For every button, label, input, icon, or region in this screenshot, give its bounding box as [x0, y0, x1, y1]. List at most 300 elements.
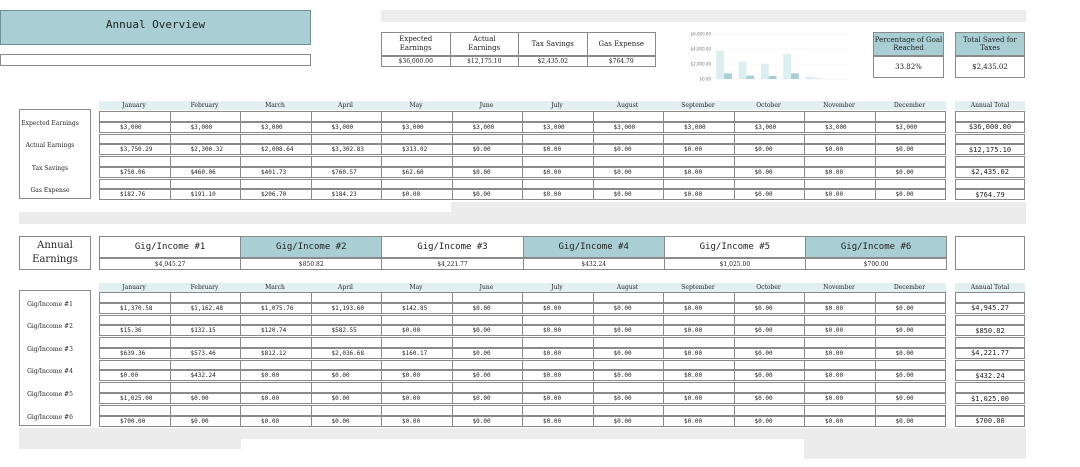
gig-value-cell[interactable]: $0.00: [875, 348, 947, 359]
overview-value-cell[interactable]: $0.00: [804, 189, 876, 200]
overview-value-cell[interactable]: $0.00: [452, 167, 524, 178]
gig-value-cell[interactable]: $573.46: [170, 348, 242, 359]
saved-value: $2,435.02: [972, 63, 1008, 71]
gig-annual-total-cell: $1,025.00: [955, 393, 1025, 404]
gig-value-cell[interactable]: $700.00: [99, 416, 171, 427]
gig-value-cell[interactable]: $0.00: [875, 325, 947, 336]
gig-blank-cell[interactable]: [663, 405, 735, 416]
gig-value-cell[interactable]: $0.00: [311, 416, 383, 427]
overview-value-cell[interactable]: $3,000: [522, 122, 594, 133]
gig-blank-cell[interactable]: [522, 405, 594, 416]
overview-row-label: Gas Expense: [30, 187, 70, 194]
gig-value-cell[interactable]: $0.00: [593, 303, 665, 314]
goal-label: Percentage of Goal Reached: [874, 36, 943, 52]
gig-blank-cell[interactable]: [734, 337, 806, 348]
overview-blank-cell[interactable]: [734, 156, 806, 167]
overview-blank-cell[interactable]: [170, 134, 242, 145]
gig-value-cell[interactable]: $0.00: [452, 325, 524, 336]
gig-blank-cell[interactable]: [804, 315, 876, 326]
gig-value-cell[interactable]: $15.36: [99, 325, 171, 336]
gig-blank-cell[interactable]: [381, 405, 453, 416]
gig-blank-cell[interactable]: [170, 315, 242, 326]
gig-value-cell[interactable]: $0.00: [381, 325, 453, 336]
overview-blank-cell[interactable]: [522, 111, 594, 122]
overview-value-cell[interactable]: $3,000: [99, 122, 171, 133]
overview-value-cell[interactable]: $184.23: [311, 189, 383, 200]
mid-gray-band-1: [451, 202, 1026, 212]
gig-value-cell[interactable]: $0.00: [593, 325, 665, 336]
overview-value-cell[interactable]: $760.57: [311, 167, 383, 178]
overview-blank-cell[interactable]: [452, 179, 524, 190]
gig-blank-cell[interactable]: [875, 382, 947, 393]
gig-blank-cell[interactable]: [875, 405, 947, 416]
gig-value-cell[interactable]: $0.00: [663, 370, 735, 381]
gig-blank-cell[interactable]: [452, 382, 524, 393]
gig-value-cell[interactable]: $0.00: [734, 303, 806, 314]
gig-blank-cell[interactable]: [240, 292, 312, 303]
overview-value-cell[interactable]: $3,000: [240, 122, 312, 133]
overview-value-cell[interactable]: $182.76: [99, 189, 171, 200]
overview-blank-cell[interactable]: [240, 111, 312, 122]
gig-value-cell[interactable]: $1,025.00: [99, 393, 171, 404]
overview-blank-cell[interactable]: [99, 134, 171, 145]
gig-value-cell[interactable]: $0.00: [875, 303, 947, 314]
overview-value-cell[interactable]: $3,000: [381, 122, 453, 133]
gig-value-cell[interactable]: $432.24: [170, 370, 242, 381]
gig-row-label: Gig/Income #5: [27, 391, 73, 398]
gig-value-cell[interactable]: $0.00: [593, 393, 665, 404]
gig-blank-cell[interactable]: [875, 292, 947, 303]
gig-total-blank: [955, 382, 1025, 393]
gig-blank-cell[interactable]: [170, 382, 242, 393]
gig-blank-cell[interactable]: [663, 382, 735, 393]
gig-blank-cell[interactable]: [452, 292, 524, 303]
page-title-box: [0, 10, 311, 45]
gig-blank-cell[interactable]: [99, 292, 171, 303]
overview-blank-cell[interactable]: [452, 134, 524, 145]
overview-blank-cell[interactable]: [240, 179, 312, 190]
overview-value-cell[interactable]: $0.00: [522, 167, 594, 178]
gig-row-label-column: [19, 290, 91, 426]
gig-value-cell[interactable]: $0.00: [875, 393, 947, 404]
mini-chart-bar: [791, 73, 799, 79]
overview-total-blank: [955, 134, 1025, 145]
overview-value-cell[interactable]: $2,300.32: [170, 144, 242, 155]
gig-value-cell[interactable]: $0.00: [452, 416, 524, 427]
gig-blank-cell[interactable]: [311, 405, 383, 416]
gig-value-cell[interactable]: $0.00: [734, 416, 806, 427]
gig-value-cell[interactable]: $0.00: [875, 416, 947, 427]
overview-blank-cell[interactable]: [311, 179, 383, 190]
gig-blank-cell[interactable]: [522, 360, 594, 371]
overview-value-cell[interactable]: $0.00: [875, 144, 947, 155]
overview-blank-cell[interactable]: [311, 156, 383, 167]
overview-value-cell[interactable]: $0.00: [804, 144, 876, 155]
overview-value-cell[interactable]: $3,000: [170, 122, 242, 133]
gig-blank-cell[interactable]: [311, 315, 383, 326]
gig-value-cell[interactable]: $0.00: [663, 416, 735, 427]
gig-value-cell[interactable]: $0.00: [734, 348, 806, 359]
saved-label: Total Saved for Taxes: [963, 36, 1017, 52]
gig-blank-cell[interactable]: [381, 315, 453, 326]
overview-value-cell[interactable]: $3,000: [452, 122, 524, 133]
overview-blank-cell[interactable]: [593, 111, 665, 122]
overview-value-cell[interactable]: $0.00: [452, 144, 524, 155]
overview-blank-cell[interactable]: [734, 134, 806, 145]
gig-blank-cell[interactable]: [593, 315, 665, 326]
gig-annual-total-cell: $4,945.27: [955, 303, 1025, 314]
gig-value-cell[interactable]: $1,370.58: [99, 303, 171, 314]
gig-blank-cell[interactable]: [804, 360, 876, 371]
gig-value-cell[interactable]: $0.00: [170, 393, 242, 404]
overview-blank-cell[interactable]: [593, 134, 665, 145]
gig-value-cell[interactable]: $0.00: [381, 370, 453, 381]
overview-blank-cell[interactable]: [522, 156, 594, 167]
annual-earnings-label: Annual Earnings: [32, 240, 78, 265]
gig-value-cell[interactable]: $0.00: [663, 393, 735, 404]
gig-blank-cell[interactable]: [663, 315, 735, 326]
gig-value-cell[interactable]: $0.00: [804, 325, 876, 336]
summary-value-1: $12,175.10: [450, 56, 520, 67]
gig-value-cell[interactable]: $0.00: [381, 393, 453, 404]
gig-value-cell[interactable]: $0.00: [170, 416, 242, 427]
overview-blank-cell[interactable]: [381, 179, 453, 190]
gig-blank-cell[interactable]: [170, 337, 242, 348]
gig-value-cell[interactable]: $0.00: [522, 303, 594, 314]
overview-value-cell[interactable]: $460.06: [170, 167, 242, 178]
overview-value-cell[interactable]: $0.00: [593, 144, 665, 155]
overview-annual-total-cell: $12,175.10: [955, 144, 1025, 155]
gig-blank-cell[interactable]: [452, 337, 524, 348]
gig-value-cell[interactable]: $160.17: [381, 348, 453, 359]
overview-month-june: June: [479, 102, 494, 109]
gig-value-cell[interactable]: $0.00: [875, 370, 947, 381]
bottom-gray-band-2: [19, 439, 241, 449]
overview-blank-cell[interactable]: [875, 156, 947, 167]
gig-value-cell[interactable]: $1,193.60: [311, 303, 383, 314]
overview-blank-cell[interactable]: [875, 134, 947, 145]
gig-blank-cell[interactable]: [99, 337, 171, 348]
annual-earnings-label-box: [19, 236, 91, 270]
gig-blank-cell[interactable]: [522, 315, 594, 326]
gig-row-label: Gig/Income #2: [27, 323, 73, 331]
overview-month-february: February: [190, 102, 219, 109]
overview-month-march: March: [265, 102, 285, 109]
mini-chart-bar: [806, 77, 814, 79]
overview-blank-cell[interactable]: [804, 134, 876, 145]
overview-blank-cell[interactable]: [734, 179, 806, 190]
gig-total-5: $1,025.00: [664, 258, 806, 270]
overview-blank-cell[interactable]: [875, 111, 947, 122]
gig-blank-cell[interactable]: [593, 382, 665, 393]
gig-blank-cell[interactable]: [804, 405, 876, 416]
overview-total-blank: [955, 111, 1025, 122]
gig-blank-cell[interactable]: [381, 337, 453, 348]
overview-value-cell[interactable]: $3,750.29: [99, 144, 171, 155]
overview-value-cell[interactable]: $3,302.83: [311, 144, 383, 155]
overview-value-cell[interactable]: $750.06: [99, 167, 171, 178]
gig-blank-box: [955, 236, 1025, 270]
overview-row-label: Expected Earnings: [21, 119, 79, 127]
overview-value-cell[interactable]: $0.00: [593, 189, 665, 200]
gig-value-cell[interactable]: $0.00: [804, 303, 876, 314]
gig-blank-cell[interactable]: [311, 360, 383, 371]
gig-value-cell[interactable]: $0.00: [311, 370, 383, 381]
gig-value-cell[interactable]: $0.00: [452, 303, 524, 314]
overview-value-cell[interactable]: $0.00: [522, 144, 594, 155]
overview-value-cell[interactable]: $313.02: [381, 144, 453, 155]
gig-blank-cell[interactable]: [170, 405, 242, 416]
overview-blank-cell[interactable]: [311, 134, 383, 145]
gig-value-cell[interactable]: $0.00: [452, 348, 524, 359]
gig-value-cell[interactable]: $0.00: [381, 416, 453, 427]
overview-blank-cell[interactable]: [804, 179, 876, 190]
gig-blank-cell[interactable]: [734, 315, 806, 326]
gig-blank-cell[interactable]: [875, 315, 947, 326]
gig-row-label: Gig/Income #3: [27, 345, 73, 353]
summary-header-3: Gas Expense: [587, 32, 657, 56]
overview-blank-cell[interactable]: [170, 111, 242, 122]
goal-value-box: [873, 56, 944, 78]
gig-blank-cell[interactable]: [170, 292, 242, 303]
overview-blank-cell[interactable]: [99, 179, 171, 190]
overview-value-cell[interactable]: $3,000: [804, 122, 876, 133]
gig-blank-cell[interactable]: [452, 315, 524, 326]
gig-value-cell[interactable]: $0.00: [311, 393, 383, 404]
overview-month-august: August: [616, 102, 639, 109]
gig-blank-cell[interactable]: [804, 337, 876, 348]
gig-blank-cell[interactable]: [452, 405, 524, 416]
overview-blank-cell[interactable]: [99, 111, 171, 122]
gig-blank-cell[interactable]: [522, 337, 594, 348]
gig-value-cell[interactable]: $0.00: [522, 325, 594, 336]
overview-blank-cell[interactable]: [663, 179, 735, 190]
overview-value-cell[interactable]: $62.60: [381, 167, 453, 178]
gig-annual-total-cell: $850.82: [955, 325, 1025, 336]
overview-blank-cell[interactable]: [170, 179, 242, 190]
gig-blank-cell[interactable]: [99, 360, 171, 371]
overview-value-cell[interactable]: $0.00: [875, 167, 947, 178]
overview-blank-cell[interactable]: [452, 111, 524, 122]
overview-value-cell[interactable]: $401.73: [240, 167, 312, 178]
overview-blank-cell[interactable]: [804, 111, 876, 122]
gig-value-cell[interactable]: $0.00: [663, 348, 735, 359]
overview-blank-cell[interactable]: [734, 111, 806, 122]
gig-total-4: $432.24: [523, 258, 665, 270]
overview-value-cell[interactable]: $3,000: [734, 122, 806, 133]
gig-value-cell[interactable]: $0.00: [804, 348, 876, 359]
gig-value-cell[interactable]: $1,075.76: [240, 303, 312, 314]
gig-value-cell[interactable]: $812.12: [240, 348, 312, 359]
overview-value-cell[interactable]: $3,000: [875, 122, 947, 133]
gig-blank-cell[interactable]: [804, 382, 876, 393]
overview-blank-cell[interactable]: [663, 111, 735, 122]
gig-blank-cell[interactable]: [593, 292, 665, 303]
overview-month-december: December: [893, 102, 926, 109]
gig-blank-cell[interactable]: [381, 382, 453, 393]
gig-month-september: September: [681, 284, 715, 291]
gig-value-cell[interactable]: $639.36: [99, 348, 171, 359]
overview-blank-cell[interactable]: [311, 111, 383, 122]
gig-value-cell[interactable]: $0.00: [804, 393, 876, 404]
gig-value-cell[interactable]: $0.00: [99, 370, 171, 381]
overview-value-cell[interactable]: $0.00: [381, 189, 453, 200]
overview-value-cell[interactable]: $0.00: [804, 167, 876, 178]
overview-annual-total-cell: $764.79: [955, 189, 1025, 200]
gig-blank-cell[interactable]: [99, 315, 171, 326]
gig-value-cell[interactable]: $0.00: [593, 370, 665, 381]
gig-month-october: October: [756, 284, 781, 291]
overview-blank-cell[interactable]: [593, 179, 665, 190]
gig-blank-cell[interactable]: [804, 292, 876, 303]
gig-blank-cell[interactable]: [311, 382, 383, 393]
overview-blank-cell[interactable]: [240, 156, 312, 167]
overview-value-cell[interactable]: $0.00: [875, 189, 947, 200]
gig-value-cell[interactable]: $0.00: [804, 370, 876, 381]
overview-value-cell[interactable]: $191.10: [170, 189, 242, 200]
overview-annual-total-header: Annual Total: [970, 102, 1010, 109]
gig-value-cell[interactable]: $142.85: [381, 303, 453, 314]
gig-blank-cell[interactable]: [99, 382, 171, 393]
gig-blank-cell[interactable]: [311, 292, 383, 303]
gig-blank-cell[interactable]: [875, 360, 947, 371]
gig-row-label: Gig/Income #4: [27, 368, 73, 376]
gig-blank-cell[interactable]: [663, 292, 735, 303]
gig-value-cell[interactable]: $0.00: [593, 348, 665, 359]
gig-total-3: $4,221.77: [381, 258, 523, 270]
overview-value-cell[interactable]: $0.00: [734, 189, 806, 200]
gig-value-cell[interactable]: $0.00: [522, 348, 594, 359]
gig-total-blank: [955, 292, 1025, 303]
gig-blank-cell[interactable]: [734, 405, 806, 416]
gig-value-cell[interactable]: $0.00: [734, 370, 806, 381]
gig-value-cell[interactable]: $0.00: [452, 370, 524, 381]
overview-blank-cell[interactable]: [170, 156, 242, 167]
overview-blank-cell[interactable]: [663, 134, 735, 145]
gig-blank-cell[interactable]: [593, 337, 665, 348]
gig-value-cell[interactable]: $0.00: [663, 303, 735, 314]
overview-value-cell[interactable]: $0.00: [663, 167, 735, 178]
gig-header-4: Gig/Income #4: [523, 236, 665, 258]
gig-blank-cell[interactable]: [663, 360, 735, 371]
gig-header-1: Gig/Income #1: [99, 236, 241, 258]
gig-blank-cell[interactable]: [734, 292, 806, 303]
gig-blank-cell[interactable]: [240, 405, 312, 416]
gig-blank-cell[interactable]: [311, 337, 383, 348]
overview-value-cell[interactable]: $0.00: [734, 144, 806, 155]
gig-month-december: December: [893, 284, 926, 291]
overview-blank-cell[interactable]: [593, 156, 665, 167]
gig-value-cell[interactable]: $0.00: [734, 393, 806, 404]
gig-value-cell[interactable]: $0.00: [663, 325, 735, 336]
gig-value-cell[interactable]: $0.00: [734, 325, 806, 336]
overview-blank-cell[interactable]: [381, 111, 453, 122]
overview-value-cell[interactable]: $0.00: [663, 189, 735, 200]
gig-header-6: Gig/Income #6: [805, 236, 947, 258]
gig-value-cell[interactable]: $582.55: [311, 325, 383, 336]
overview-value-cell[interactable]: $3,000: [663, 122, 735, 133]
gig-value-cell[interactable]: $0.00: [240, 416, 312, 427]
overview-blank-cell[interactable]: [804, 156, 876, 167]
overview-value-cell[interactable]: $3,000: [311, 122, 383, 133]
gig-blank-cell[interactable]: [381, 360, 453, 371]
gig-blank-cell[interactable]: [99, 405, 171, 416]
overview-row-label: Tax Savings: [31, 164, 69, 172]
overview-blank-cell[interactable]: [522, 134, 594, 145]
mini-chart-bar: [716, 51, 724, 79]
gig-blank-cell[interactable]: [522, 292, 594, 303]
gig-blank-cell[interactable]: [240, 360, 312, 371]
overview-annual-total-cell: $36,000.00: [955, 122, 1025, 133]
gig-month-january: January: [122, 284, 146, 291]
overview-value-cell[interactable]: $0.00: [522, 189, 594, 200]
gig-annual-total-cell: $432.24: [955, 370, 1025, 381]
overview-value-cell[interactable]: $0.00: [452, 189, 524, 200]
gig-value-cell[interactable]: $0.00: [522, 370, 594, 381]
overview-value-cell[interactable]: $0.00: [593, 167, 665, 178]
overview-value-cell[interactable]: $0.00: [663, 144, 735, 155]
mini-bar-chart: [680, 28, 850, 84]
gig-header-3: Gig/Income #3: [381, 236, 523, 258]
gig-value-cell[interactable]: $0.00: [522, 393, 594, 404]
overview-blank-cell[interactable]: [522, 179, 594, 190]
gig-value-cell[interactable]: $132.15: [170, 325, 242, 336]
gig-value-cell[interactable]: $0.00: [452, 393, 524, 404]
gig-blank-cell[interactable]: [663, 337, 735, 348]
saved-label-box: [955, 32, 1025, 56]
overview-blank-cell[interactable]: [381, 134, 453, 145]
overview-blank-cell[interactable]: [240, 134, 312, 145]
gig-value-cell[interactable]: $120.74: [240, 325, 312, 336]
gig-value-cell[interactable]: $0.00: [804, 416, 876, 427]
gig-row-label: Gig/Income #6: [27, 413, 73, 421]
overview-value-cell[interactable]: $0.00: [734, 167, 806, 178]
overview-month-september: September: [681, 102, 715, 109]
overview-value-cell[interactable]: $2,008.64: [240, 144, 312, 155]
overview-blank-cell[interactable]: [381, 156, 453, 167]
overview-value-cell[interactable]: $3,000: [593, 122, 665, 133]
gig-value-cell[interactable]: $0.00: [522, 416, 594, 427]
goal-value: 33.82%: [895, 63, 922, 71]
gig-blank-cell[interactable]: [734, 382, 806, 393]
gig-blank-cell[interactable]: [170, 360, 242, 371]
overview-blank-cell[interactable]: [452, 156, 524, 167]
gig-value-cell[interactable]: $0.00: [240, 393, 312, 404]
gig-blank-cell[interactable]: [240, 337, 312, 348]
summary-header-0: Expected Earnings: [381, 32, 451, 56]
gig-month-april: April: [338, 284, 353, 291]
gig-blank-cell[interactable]: [381, 292, 453, 303]
gig-value-cell[interactable]: $2,036.68: [311, 348, 383, 359]
gig-blank-cell[interactable]: [593, 360, 665, 371]
overview-blank-cell[interactable]: [875, 179, 947, 190]
gig-total-2: $850.82: [240, 258, 382, 270]
gig-blank-cell[interactable]: [875, 337, 947, 348]
overview-value-cell[interactable]: $206.70: [240, 189, 312, 200]
gig-blank-cell[interactable]: [452, 360, 524, 371]
gig-value-cell[interactable]: $0.00: [593, 416, 665, 427]
gig-blank-cell[interactable]: [522, 382, 594, 393]
gig-blank-cell[interactable]: [734, 360, 806, 371]
gig-value-cell[interactable]: $1,162.48: [170, 303, 242, 314]
overview-blank-cell[interactable]: [99, 156, 171, 167]
gig-value-cell[interactable]: $0.00: [240, 370, 312, 381]
overview-blank-cell[interactable]: [663, 156, 735, 167]
gig-blank-cell[interactable]: [240, 382, 312, 393]
gig-blank-cell[interactable]: [593, 405, 665, 416]
gig-month-february: February: [190, 284, 219, 291]
gig-blank-cell[interactable]: [240, 315, 312, 326]
